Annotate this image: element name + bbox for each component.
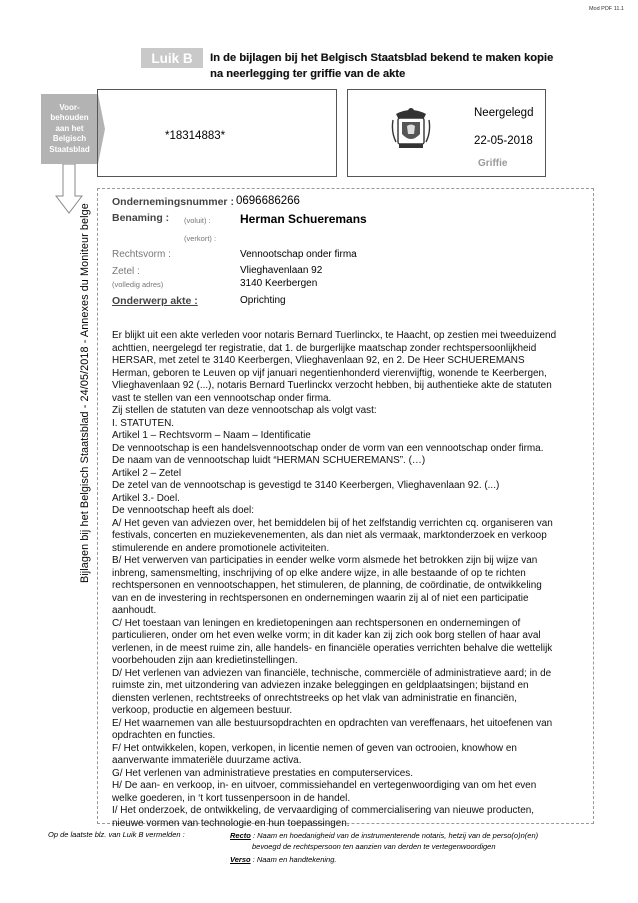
body-line: Herman, geboren te Leuven op vijf januari negentienhonderd vierenvijftig, wonende te Keerbergen, xyxy=(112,367,547,379)
body-line: van en de investering in rechtspersonen en ondernemingen waarin zij al of niet een participatie xyxy=(112,592,529,604)
voluit-label: (voluit) : xyxy=(184,216,211,225)
onderwerp-value: Oprichting xyxy=(240,295,286,306)
body-line: D/ Het verlenen van adviezen van financiële, technische, commerciële of administratieve aard; in de xyxy=(112,667,552,679)
ondernemingsnummer-value: 0696686266 xyxy=(236,195,300,207)
body-line: De naam van de vennootschap luidt “HERMAN SCHUEREMANS”. (…) xyxy=(112,455,426,466)
body-line: particulieren, onder om het even welke vorm; in dit kader kan zij zich ook borg stellen of haar aval xyxy=(112,630,541,641)
voluit-value: Herman Schueremans xyxy=(240,212,367,226)
deposit-number-box xyxy=(97,89,337,177)
body-line: HERSAR, met zetel te 3140 Keerbergen, Vlieghavenlaan 92, en 2. De Heer SCHUEREMANS xyxy=(112,355,525,366)
zetel-line-1: Vlieghavenlaan 92 xyxy=(240,265,323,276)
body-line: Zij stellen de statuten van deze vennootschap als volgt vast: xyxy=(112,405,377,416)
body-line: De vennootschap heeft als doel: xyxy=(112,505,254,516)
belgian-coat-of-arms-icon xyxy=(390,104,432,152)
body-line: Artikel 2 – Zetel xyxy=(112,467,182,479)
recto-text: : Naam en hoedanigheid van de instrumenterende notaris, hetzij van de perso(o)n(en) xyxy=(252,831,539,840)
verso-label: Verso xyxy=(230,855,251,864)
griffie-label: Griffie xyxy=(478,158,508,169)
verso-text: : Naam en handtekening. xyxy=(252,855,337,864)
body-line: De zetel van de vennootschap is gevestigd te 3140 Keerbergen, Vlieghavenlaan 92. (...) xyxy=(112,480,500,491)
body-line: diensten verlenen, rechtstreeks of onrechtstreeks op het vlak van administratie en financiën, xyxy=(112,692,517,704)
body-line: festivals, concerten en muziekevenementen, als dan niet als vermaak, marktonderzoek en verkoop xyxy=(112,530,547,541)
title-line-1: In de bijlagen bij het Belgisch Staatsblad bekend te maken kopie xyxy=(210,52,554,64)
rechtsvorm-label: Rechtsvorm : xyxy=(112,249,171,260)
ondernemingsnummer-label: Ondernemingsnummer : xyxy=(112,196,234,208)
page-title xyxy=(210,50,610,82)
body-line: F/ Het ontwikkelen, kopen, verkopen, in licentie nemen of geven van octrooien, knowhow en xyxy=(112,742,517,754)
zetel-line-2: 3140 Keerbergen xyxy=(240,278,318,289)
verkort-label: (verkort) : xyxy=(184,234,217,243)
body-line: stimulerende en andere promotionele activiteiten. xyxy=(112,542,330,554)
body-line: B/ Het verwerven van participaties in eender welke vorm alsmede het betrokken zijn bij wijze van xyxy=(112,555,538,566)
body-line: Artikel 3.- Doel. xyxy=(112,492,180,504)
footer-verso xyxy=(230,855,336,864)
reserved-line-3: aan het xyxy=(55,123,84,133)
body-line: achttien, neergelegd ter registratie, dat 1. de burgerlijke maatschap zonder rechtspersoonlijkheid xyxy=(112,342,537,354)
deposit-date: 22-05-2018 xyxy=(474,135,533,147)
body-line: verkoop, productie en algemeen bestuur. xyxy=(112,705,293,716)
body-line: De vennootschap is een handelsvennootschap onder de vorm van een vennootschap onder firma. xyxy=(112,442,544,454)
reserved-line-5: Staatsblad xyxy=(49,144,90,154)
body-line: A/ Het geven van adviezen over, het bemiddelen bij of het zelfstandig verrichten cq. organiseren van xyxy=(112,517,553,529)
deposit-number: *18314883* xyxy=(165,130,226,142)
deed-body-text xyxy=(112,330,590,830)
body-line: Artikel 1 – Rechtsvorm – Naam – Identificatie xyxy=(112,430,311,441)
body-line: rechtspersonen en vennootschappen, het stimuleren, de planning, de coördinatie, de ontwikkeling xyxy=(112,580,542,591)
body-line: opdrachten en functies. xyxy=(112,730,216,741)
reserved-box xyxy=(41,94,98,164)
onderwerp-label: Onderwerp akte : xyxy=(112,295,198,307)
body-line: aanhoudt. xyxy=(112,605,157,616)
body-line: C/ Het toestaan van leningen en kredietopeningen aan rechtspersonen en ondernemingen of xyxy=(112,617,521,629)
reserved-line-4: Belgisch xyxy=(52,134,87,144)
body-line: verlenen, in de meest ruime zin, alle handels- en financiële operaties verrichten behalve die wettelijk xyxy=(112,642,553,654)
benaming-label: Benaming : xyxy=(112,212,170,224)
side-publication-text: Bijlagen bij het Belgisch Staatsblad - 24/05/2018 - Annexes du Moniteur belge xyxy=(79,203,91,583)
body-line: H/ De aan- en verkoop, in- en uitvoer, commissiehandel en vertegenwoordiging van om het even xyxy=(112,780,537,791)
body-line: vast te stellen van een vennootschap onder firma. xyxy=(112,392,332,404)
zetel-label: Zetel : xyxy=(112,266,140,277)
body-line: inbreng, samensmelting, inschrijving of op elke andere wijze, in alle bestaande of op te richten xyxy=(112,567,526,579)
body-line: ruimste zin, met uitzondering van adviezen inzake beleggingen en geldplaatsingen; bijstand en xyxy=(112,680,529,691)
body-line: aanverwante immateriële duurzame activa. xyxy=(112,755,302,766)
reserved-line-2: behouden xyxy=(50,113,89,123)
zetel-sublabel: (volledig adres) xyxy=(112,280,164,289)
body-line: G/ Het verlenen van administratieve prestaties en computerservices. xyxy=(112,767,414,779)
recto-label: Recto xyxy=(230,831,251,840)
reserved-line-1: Voor- xyxy=(59,102,80,112)
deposited-label: Neergelegd xyxy=(474,107,534,119)
form-code: Mod PDF 11.1 xyxy=(588,6,624,12)
body-line: Er blijkt uit een akte verleden voor notaris Bernard Tuerlinckx, te Haacht, op zestien mei tweeduizend xyxy=(112,330,557,341)
footer-recto xyxy=(230,830,538,852)
body-line: I. STATUTEN. xyxy=(112,417,175,429)
body-line: E/ Het waarnemen van alle bestuursopdrachten en opdrachten van vereffenaars, het uitoefenen van xyxy=(112,717,553,729)
rechtsvorm-value: Vennootschap onder firma xyxy=(240,249,357,260)
body-line: welke goederen, in ‘t kort tussenpersoon in de handel. xyxy=(112,792,351,804)
body-line: I/ Het onderzoek, de ontwikkeling, de vervaardiging of commercialisering van nieuwe producten, xyxy=(112,805,535,816)
body-line: nieuwe vormen van technologie en hun toepassingen. xyxy=(112,817,350,829)
luik-badge: Luik B xyxy=(141,48,203,68)
body-line: Vlieghavenlaan 92 (...), notaris Bernard Tuerlinckx verzocht hebben, bij authentieke akte de statuten xyxy=(112,380,552,391)
griffie-stamp-box xyxy=(347,89,546,177)
body-line: voorbehouden zijn aan kredietinstellingen. xyxy=(112,655,298,666)
recto-text-2: bevoegd de rechtspersoon ten aanzien van derden te vertegenwoordigen xyxy=(252,842,496,851)
footer-instruction: Op de laatste blz. van Luik B vermelden : xyxy=(48,830,185,839)
title-line-2: na neerlegging ter griffie van de akte xyxy=(210,68,406,80)
